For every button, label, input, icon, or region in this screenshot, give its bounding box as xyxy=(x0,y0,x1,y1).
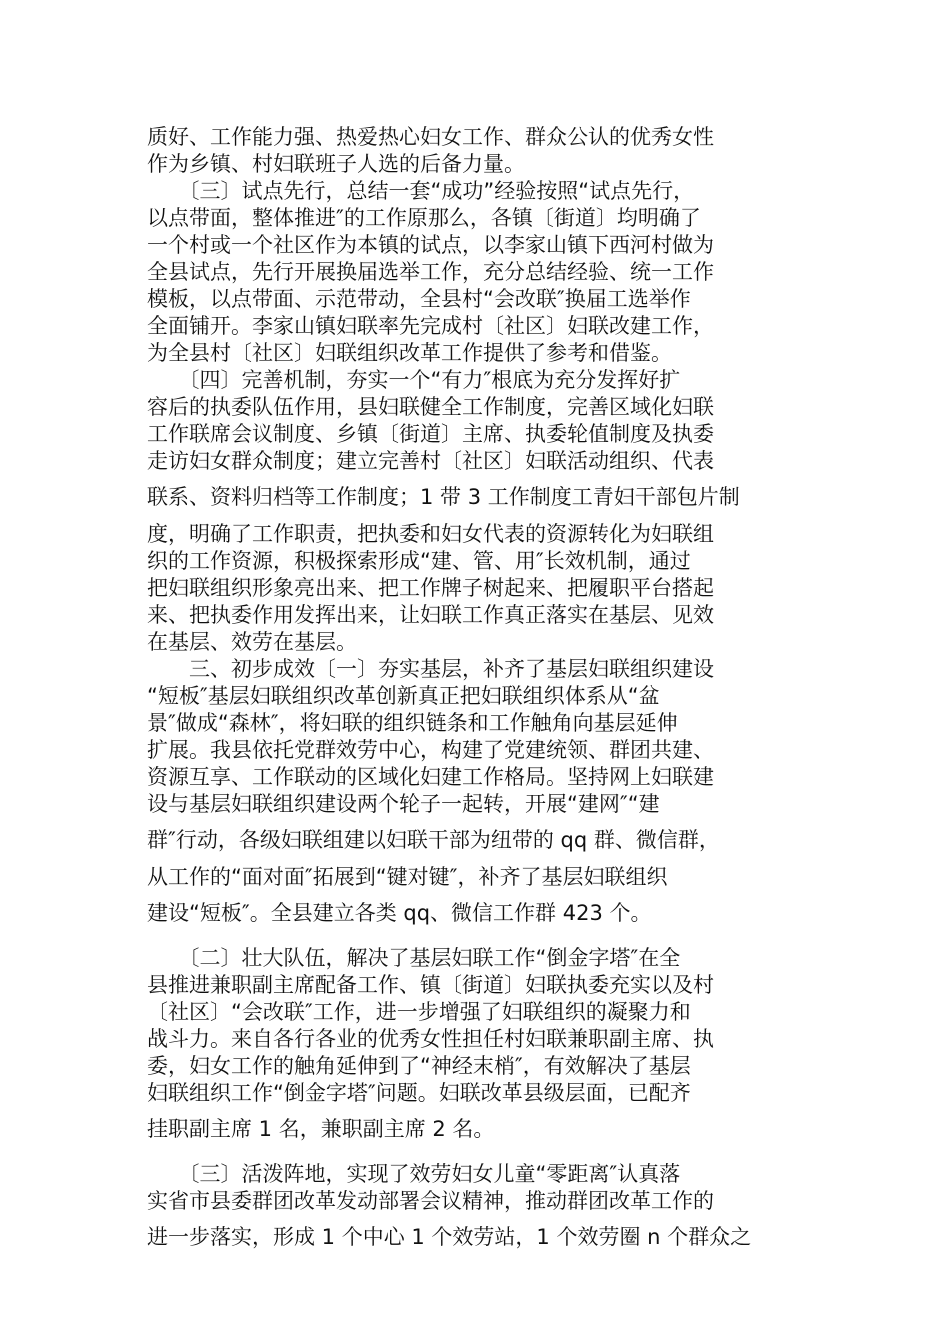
text-line: 〔三〕试点先行，总结一套“成功”经验按照“试点先行， xyxy=(147,179,695,203)
text-line: 三、初步成效〔一〕夯实基层，补齐了基层妇联组织建设 xyxy=(147,657,714,681)
text-line: 战斗力。来自各行各业的优秀女性担任村妇联兼职副主席、执 xyxy=(147,1027,714,1051)
text-line: 〔三〕活泼阵地，实现了效劳妇女儿童“零距离″认真落 xyxy=(147,1162,681,1186)
text-line: 群″行动，各级妇联组建以妇联干部为纽带的 qq 群、微信群， xyxy=(147,828,720,852)
text-line: 为全县村〔社区〕妇联组织改革工作提供了参考和借鉴。 xyxy=(147,341,672,365)
text-line: 县推进兼职副主席配备工作、镇〔街道〕妇联执委充实以及村 xyxy=(147,973,714,997)
text-line: 景″做成“森林″，将妇联的组织链条和工作触角向基层延伸 xyxy=(147,711,678,735)
text-line: 挂职副主席 1 名，兼职副主席 2 名。 xyxy=(147,1117,495,1141)
text-line: 把妇联组织形象亮出来、把工作牌子树起来、把履职平台搭起 xyxy=(147,576,714,600)
text-line: 一个村或一个社区作为本镇的试点，以李家山镇下西河村做为 xyxy=(147,233,714,257)
text-line: 〔社区〕“会改联″工作，进一步增强了妇联组织的凝聚力和 xyxy=(147,1000,691,1024)
text-line: 全县试点，先行开展换届选举工作，充分总结经验、统一工作 xyxy=(147,260,714,284)
text-line: 扩展。我县依托党群效劳中心，构建了党建统领、群团共建、 xyxy=(147,738,714,762)
text-line: 全面铺开。李家山镇妇联率先完成村〔社区〕妇联改建工作， xyxy=(147,314,714,338)
text-line: 资源互享、工作联动的区域化妇建工作格局。坚持网上妇联建 xyxy=(147,765,714,789)
text-line: 从工作的“面对面″拓展到“键对键″，补齐了基层妇联组织 xyxy=(147,865,668,889)
text-line: 织的工作资源，积极探索形成“建、管、用″长效机制，通过 xyxy=(147,549,691,573)
text-line: 容后的执委队伍作用，县妇联健全工作制度，完善区域化妇联 xyxy=(147,395,714,419)
text-line: 以点带面，整体推进″的工作原那么，各镇〔街道〕均明确了 xyxy=(147,206,701,230)
text-line: 妇联组织工作“倒金字塔″问题。妇联改革县级层面，已配齐 xyxy=(147,1081,691,1105)
text-line: 模板，以点带面、示范带动，全县村“会改联″换届工选举作 xyxy=(147,287,691,311)
text-line: 委，妇女工作的触角延伸到了“神经末梢″，有效解决了基层 xyxy=(147,1054,691,1078)
text-line: 〔二〕壮大队伍，解决了基层妇联工作“倒金字塔″在全 xyxy=(147,946,681,970)
text-line: 作为乡镇、村妇联班子人选的后备力量。 xyxy=(147,152,525,176)
text-line: 设与基层妇联组织建设两个轮子一起转，开展“建网″“建 xyxy=(147,792,660,816)
text-line: 工作联席会议制度、乡镇〔街道〕主席、执委轮值制度及执委 xyxy=(147,422,714,446)
text-line: 走访妇女群众制度；建立完善村〔社区〕妇联活动组织、代表 xyxy=(147,449,714,473)
text-line: 度，明确了工作职责，把执委和妇女代表的资源转化为妇联组 xyxy=(147,522,714,546)
text-line: “短板″基层妇联组织改革创新真正把妇联组织体系从“盆 xyxy=(147,684,660,708)
text-line: 建设“短板″。全县建立各类 qq、微信工作群 423 个。 xyxy=(147,901,652,925)
text-line: 进一步落实，形成 1 个中心 1 个效劳站，1 个效劳圈 n 个群众之 xyxy=(147,1225,752,1249)
text-line: 实省市县委群团改革发动部署会议精神，推动群团改革工作的 xyxy=(147,1189,714,1213)
text-line: 联系、资料归档等工作制度；1 带 3 工作制度工青妇干部包片制 xyxy=(147,485,740,509)
text-line: 质好、工作能力强、热爱热心妇女工作、群众公认的优秀女性 xyxy=(147,125,714,149)
text-line: 来、把执委作用发挥出来，让妇联工作真正落实在基层、见效 xyxy=(147,603,714,627)
text-line: 〔四〕完善机制，夯实一个“有力″根底为充分发挥好扩 xyxy=(147,368,681,392)
text-line: 在基层、效劳在基层。 xyxy=(147,630,357,654)
